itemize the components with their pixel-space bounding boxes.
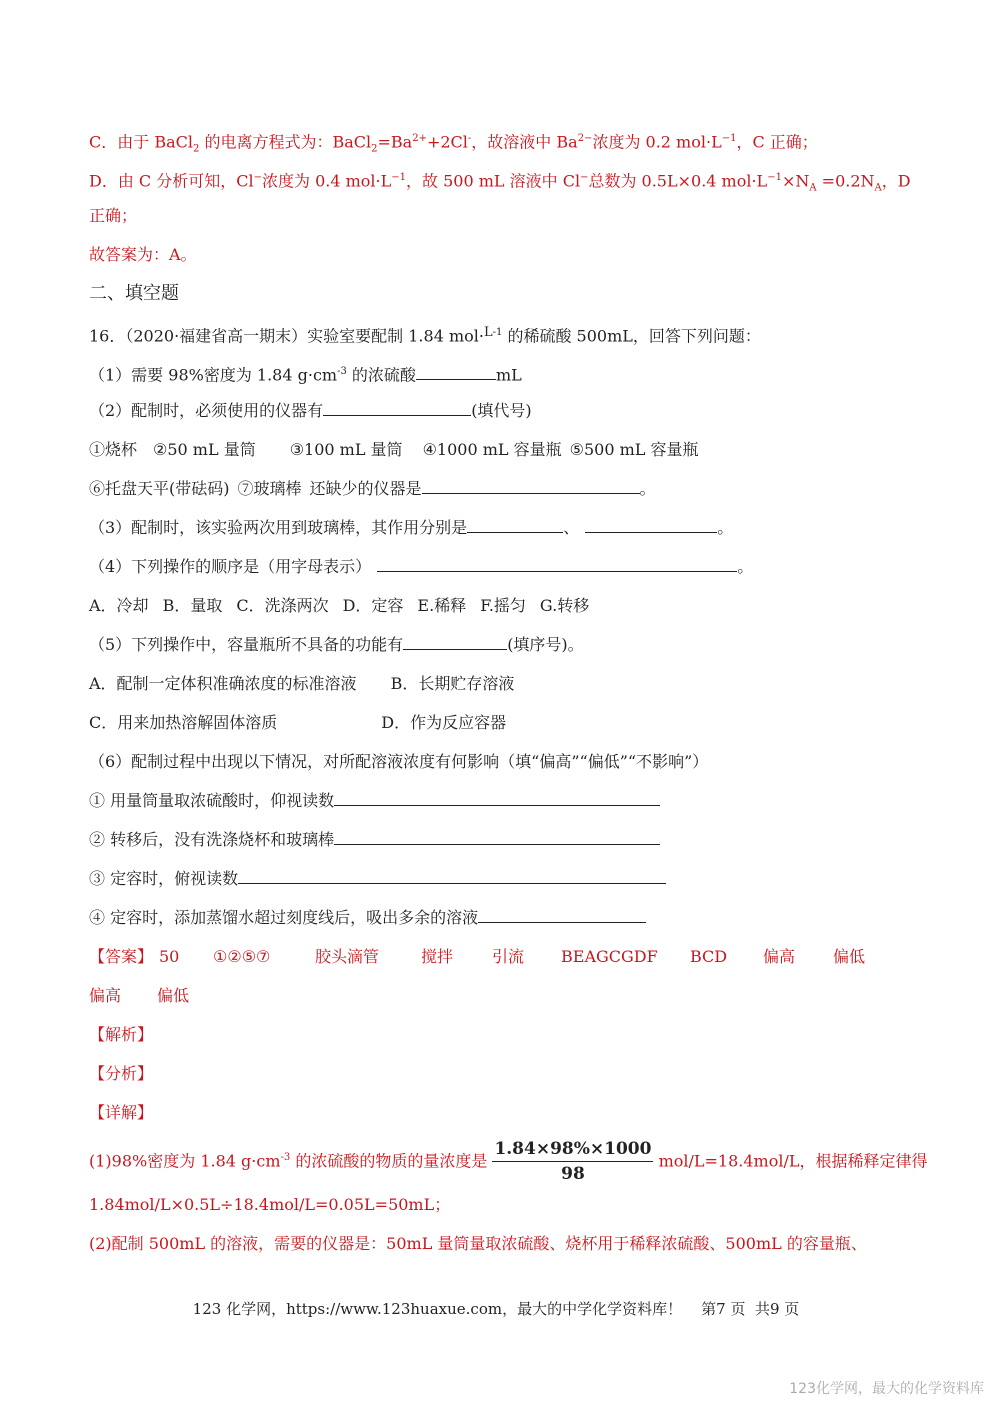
question-6-item-4: ④ 定容时，添加蒸馏水超过刻度线后，吸出多余的溶液 (89, 907, 646, 929)
question-stem: 16．（2020·福建省高一期末）实验室要配制 1.84 mol·$^{L-1}$ 的稀硫酸 500mL，回答下列问题： (89, 325, 761, 346)
instrument-list-2: ⑥托盘天平(带砝码) ⑦玻璃棒 还缺少的仪器是 。 (89, 479, 656, 498)
answer-blank[interactable] (478, 907, 646, 923)
answer-item: 搅拌 (421, 947, 454, 966)
answer-item: ①②⑤⑦ (213, 947, 271, 966)
instrument-list-1: ①烧杯 ②50 mL 量筒 ③100 mL 量筒 ④1000 mL 容量瓶 ⑤500 mL 容量瓶 (89, 440, 699, 459)
answer-blank[interactable] (467, 517, 563, 533)
answer-blank[interactable] (585, 517, 717, 533)
detail-line-1: (1)98%密度为 1.84 $g\cdot cm^{-3}$ 的浓硫酸的物质的量浓度是 $\frac{1.84\times 98\%\times 1000}{98}$ mol/L=18.4mol/L，根据稀释定律得 (89, 1139, 928, 1185)
answer-blank[interactable] (323, 400, 471, 416)
answer-blank[interactable] (334, 829, 660, 845)
question-3: （3）配制时，该实验两次用到玻璃棒，其作用分别是 、 。 (89, 518, 734, 537)
analysis-line-d: D．由 C 分析可知，Cl−浓度为 0.4 $mol\cdot L^{-1}$，故 500 mL 溶液中 Cl−总数为 0.5L×0.4 $mol\cdot L^{-1}\times N_A =0.2N_A$，D (89, 171, 911, 194)
operation-list: A．冷却 B．量取 C．洗涤两次 D．定容 E.稀释 F.摇匀 G.转移 (89, 596, 590, 615)
answer-line (89, 946, 909, 968)
question-5: （5）下列操作中，容量瓶所不具备的功能有 (填序号)。 (89, 635, 584, 654)
analysis-conclusion: 故答案为：A。 (89, 245, 197, 264)
fenxi-label: 【分析】 (89, 1064, 154, 1083)
answer-blank[interactable] (403, 634, 507, 650)
answer-item: 引流 (492, 947, 525, 966)
answer-blank[interactable] (422, 478, 640, 494)
question-6-item-3: ③ 定容时，俯视读数 (89, 868, 666, 890)
answer-label: 【答案】 (89, 947, 154, 966)
question-5-options-1: A．配制一定体积准确浓度的标准溶液 B．长期贮存溶液 (89, 674, 515, 693)
question-4: （4）下列操作的顺序是（用字母表示） 。 (89, 557, 754, 576)
answer-item: BEAGCGDF (561, 947, 658, 966)
answer-line-2: 偏高 偏低 (89, 986, 190, 1005)
answer-blank[interactable] (238, 868, 666, 884)
section-title: 二、填空题 (89, 283, 179, 304)
answer-item: 50 (159, 947, 180, 966)
question-6: （6）配制过程中出现以下情况，对所配溶液浓度有何影响（填“偏高”“偏低”“不影响”） (89, 752, 709, 771)
concentration-fraction: $\frac{1.84\times 98\%\times 1000}{98}$ (494, 1139, 652, 1185)
jiexi-label: 【解析】 (89, 1025, 154, 1044)
answer-item: 偏低 (833, 947, 866, 966)
answer-item: 偏高 (763, 947, 796, 966)
question-6-item-1: ① 用量筒量取浓硫酸时，仰视读数 (89, 790, 660, 812)
page-footer: 123 化学网，https://www.123huaxue.com，最大的中学化学资料库！ 第7 页 共9 页 (192, 1300, 800, 1318)
analysis-line-d2: 正确； (89, 206, 138, 225)
answer-blank[interactable] (334, 790, 660, 806)
question-6-item-2: ② 转移后，没有洗涤烧杯和玻璃棒 (89, 829, 660, 851)
detail-line-3: (2)配制 500mL 的溶液，需要的仪器是：50mL 量筒量取浓硫酸、烧杯用于稀释浓硫酸、500mL 的容量瓶、 (89, 1234, 867, 1253)
question-2: （2）配制时，必须使用的仪器有 (填代号) (89, 401, 532, 420)
answer-blank[interactable] (416, 364, 496, 380)
xiangjie-label: 【详解】 (89, 1103, 154, 1122)
answer-blank[interactable] (377, 556, 737, 572)
question-1: （1）需要 98%密度为 1.84 $g\cdot cm^{-3}$ 的浓硫酸 mL (89, 365, 522, 385)
detail-line-2: 1.84mol/L×0.5L÷18.4mol/L=0.05L=50mL； (89, 1195, 451, 1214)
question-5-options-2: C．用来加热溶解固体溶质 D．作为反应容器 (89, 713, 507, 732)
answer-item: BCD (690, 947, 728, 966)
watermark: 123化学网，最大的化学资料库 (789, 1381, 984, 1397)
answer-item: 胶头滴管 (315, 947, 380, 966)
analysis-line-c: C．由于 BaCl$_2$ 的电离方程式为：$BaCl_2=Ba^{2+}+2Cl^-$，故溶液中 $Ba^{2-}$浓度为 0.2 $mol\cdot L^{-1}$，C 正确； (89, 132, 818, 155)
